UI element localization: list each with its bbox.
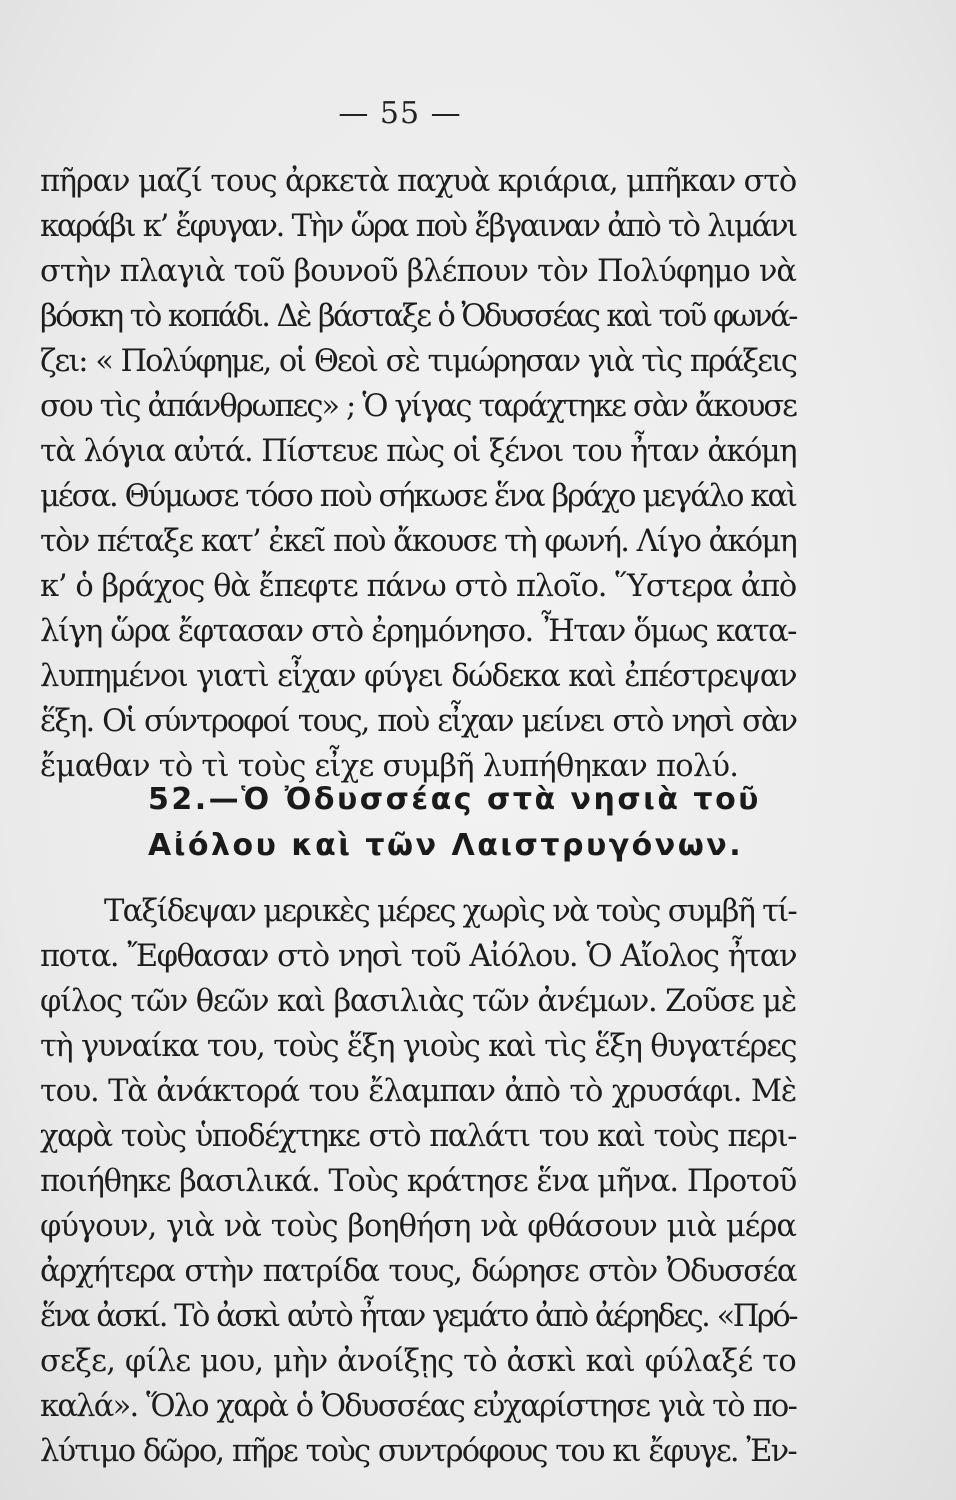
text-line: ζει: « Πολύφημε, οἱ Θεοὶ σὲ τιμώρησαν γιὰ τὶς πράξεις	[40, 344, 796, 379]
text-line: σου τὶς ἀπάνθρωπες» ; Ὁ γίγας ταράχτηκε σὰν ἄκουσε	[40, 389, 796, 424]
text-line: του. Τὰ ἀνάκτορά του ἔλαμπαν ἀπὸ τὸ χρυσάφι. Μὲ	[40, 1074, 796, 1109]
text-line: λυπημένοι γιατὶ εἶχαν φύγει δώδεκα καὶ ἐπέστρεψαν	[40, 659, 796, 694]
text-line: φύγουν, γιὰ νὰ τοὺς βοηθήση νὰ φθάσουν μιὰ μέρα	[40, 1209, 796, 1244]
text-line: καράβι κ’ ἔφυγαν. Τὴν ὥρα ποὺ ἔβγαιναν ἀπὸ τὸ λιμάνι	[40, 209, 796, 244]
text-line: τὰ λόγια αὐτά. Πίστευε πὼς οἱ ξένοι του ἦταν ἀκόμη	[40, 434, 796, 469]
text-line: στὴν πλαγιὰ τοῦ βουνοῦ βλέπουν τὸν Πολύφημο νὰ	[40, 254, 796, 289]
text-line: λίγη ὥρα ἔφτασαν στὸ ἐρημόνησο. Ἦταν ὅμως κατα-	[40, 614, 796, 649]
text-line: φίλος τῶν θεῶν καὶ βασιλιὰς τῶν ἀνέμων. Ζοῦσε μὲ	[40, 984, 796, 1019]
text-line: τὴ γυναίκα του, τοὺς ἕξη γιοὺς καὶ τὶς ἕξη θυγατέρες	[40, 1029, 796, 1064]
text-line: βόσκη τὸ κοπάδι. Δὲ βάσταξε ὁ Ὀδυσσέας καὶ τοῦ φωνά-	[40, 299, 796, 334]
text-line: Ταξίδεψαν μερικὲς μέρες χωρὶς νὰ τοὺς συμβῆ τί-	[104, 894, 796, 929]
text-line: κ’ ὁ βράχος θὰ ἔπεφτε πάνω στὸ πλοῖο. Ὕστερα ἀπὸ	[40, 569, 796, 604]
text-line: ποιήθηκε βασιλικά. Τοὺς κράτησε ἕνα μῆνα. Προτοῦ	[40, 1164, 796, 1199]
text-line: ἕνα ἀσκί. Τὸ ἀσκὶ αὐτὸ ἦταν γεμάτο ἀπὸ ἀέρηδες. «Πρό-	[40, 1299, 796, 1334]
section-heading-line-1: 52.—Ὁ Ὀδυσσέας στὰ νησιὰ τοῦ	[148, 782, 761, 817]
text-line: χαρὰ τοὺς ὑποδέχτηκε στὸ παλάτι του καὶ τοὺς περι-	[40, 1119, 796, 1154]
text-line: τὸν πέταξε κατ’ ἐκεῖ ποὺ ἄκουσε τὴ φωνή. Λίγο ἀκόμη	[40, 524, 796, 559]
section-heading-line-2: Αἰόλου καὶ τῶν Λαιστρυγόνων.	[148, 828, 744, 863]
text-line: ἀρχήτερα στὴν πατρίδα τους, δώρησε στὸν Ὀδυσσέα	[40, 1254, 796, 1289]
text-line: πῆραν μαζί τους ἀρκετὰ παχυὰ κριάρια, μπῆκαν στὸ	[40, 164, 796, 199]
text-line: λύτιμο δῶρο, πῆρε τοὺς συντρόφους του κι ἔφυγε. Ἐν-	[40, 1434, 796, 1469]
text-line: ἔμαθαν τὸ τὶ τοὺς εἶχε συμβῆ λυπήθηκαν πολύ.	[40, 749, 739, 784]
page-number: — 55 —	[338, 96, 462, 131]
text-line: σεξε, φίλε μου, μὴν ἀνοίξῃς τὸ ἀσκὶ καὶ φύλαξέ το	[40, 1344, 796, 1379]
text-line: μέσα. Θύμωσε τόσο ποὺ σήκωσε ἕνα βράχο μεγάλο καὶ	[40, 479, 796, 514]
text-line: ἕξη. Οἱ σύντροφοί τους, ποὺ εἶχαν μείνει στὸ νησὶ σὰν	[40, 704, 796, 739]
text-line: καλά». Ὅλο χαρὰ ὁ Ὀδυσσέας εὐχαρίστησε γιὰ τὸ πο-	[40, 1389, 796, 1424]
text-line: ποτα. Ἔφθασαν στὸ νησὶ τοῦ Αἰόλου. Ὁ Αἴολος ἦταν	[40, 939, 796, 974]
